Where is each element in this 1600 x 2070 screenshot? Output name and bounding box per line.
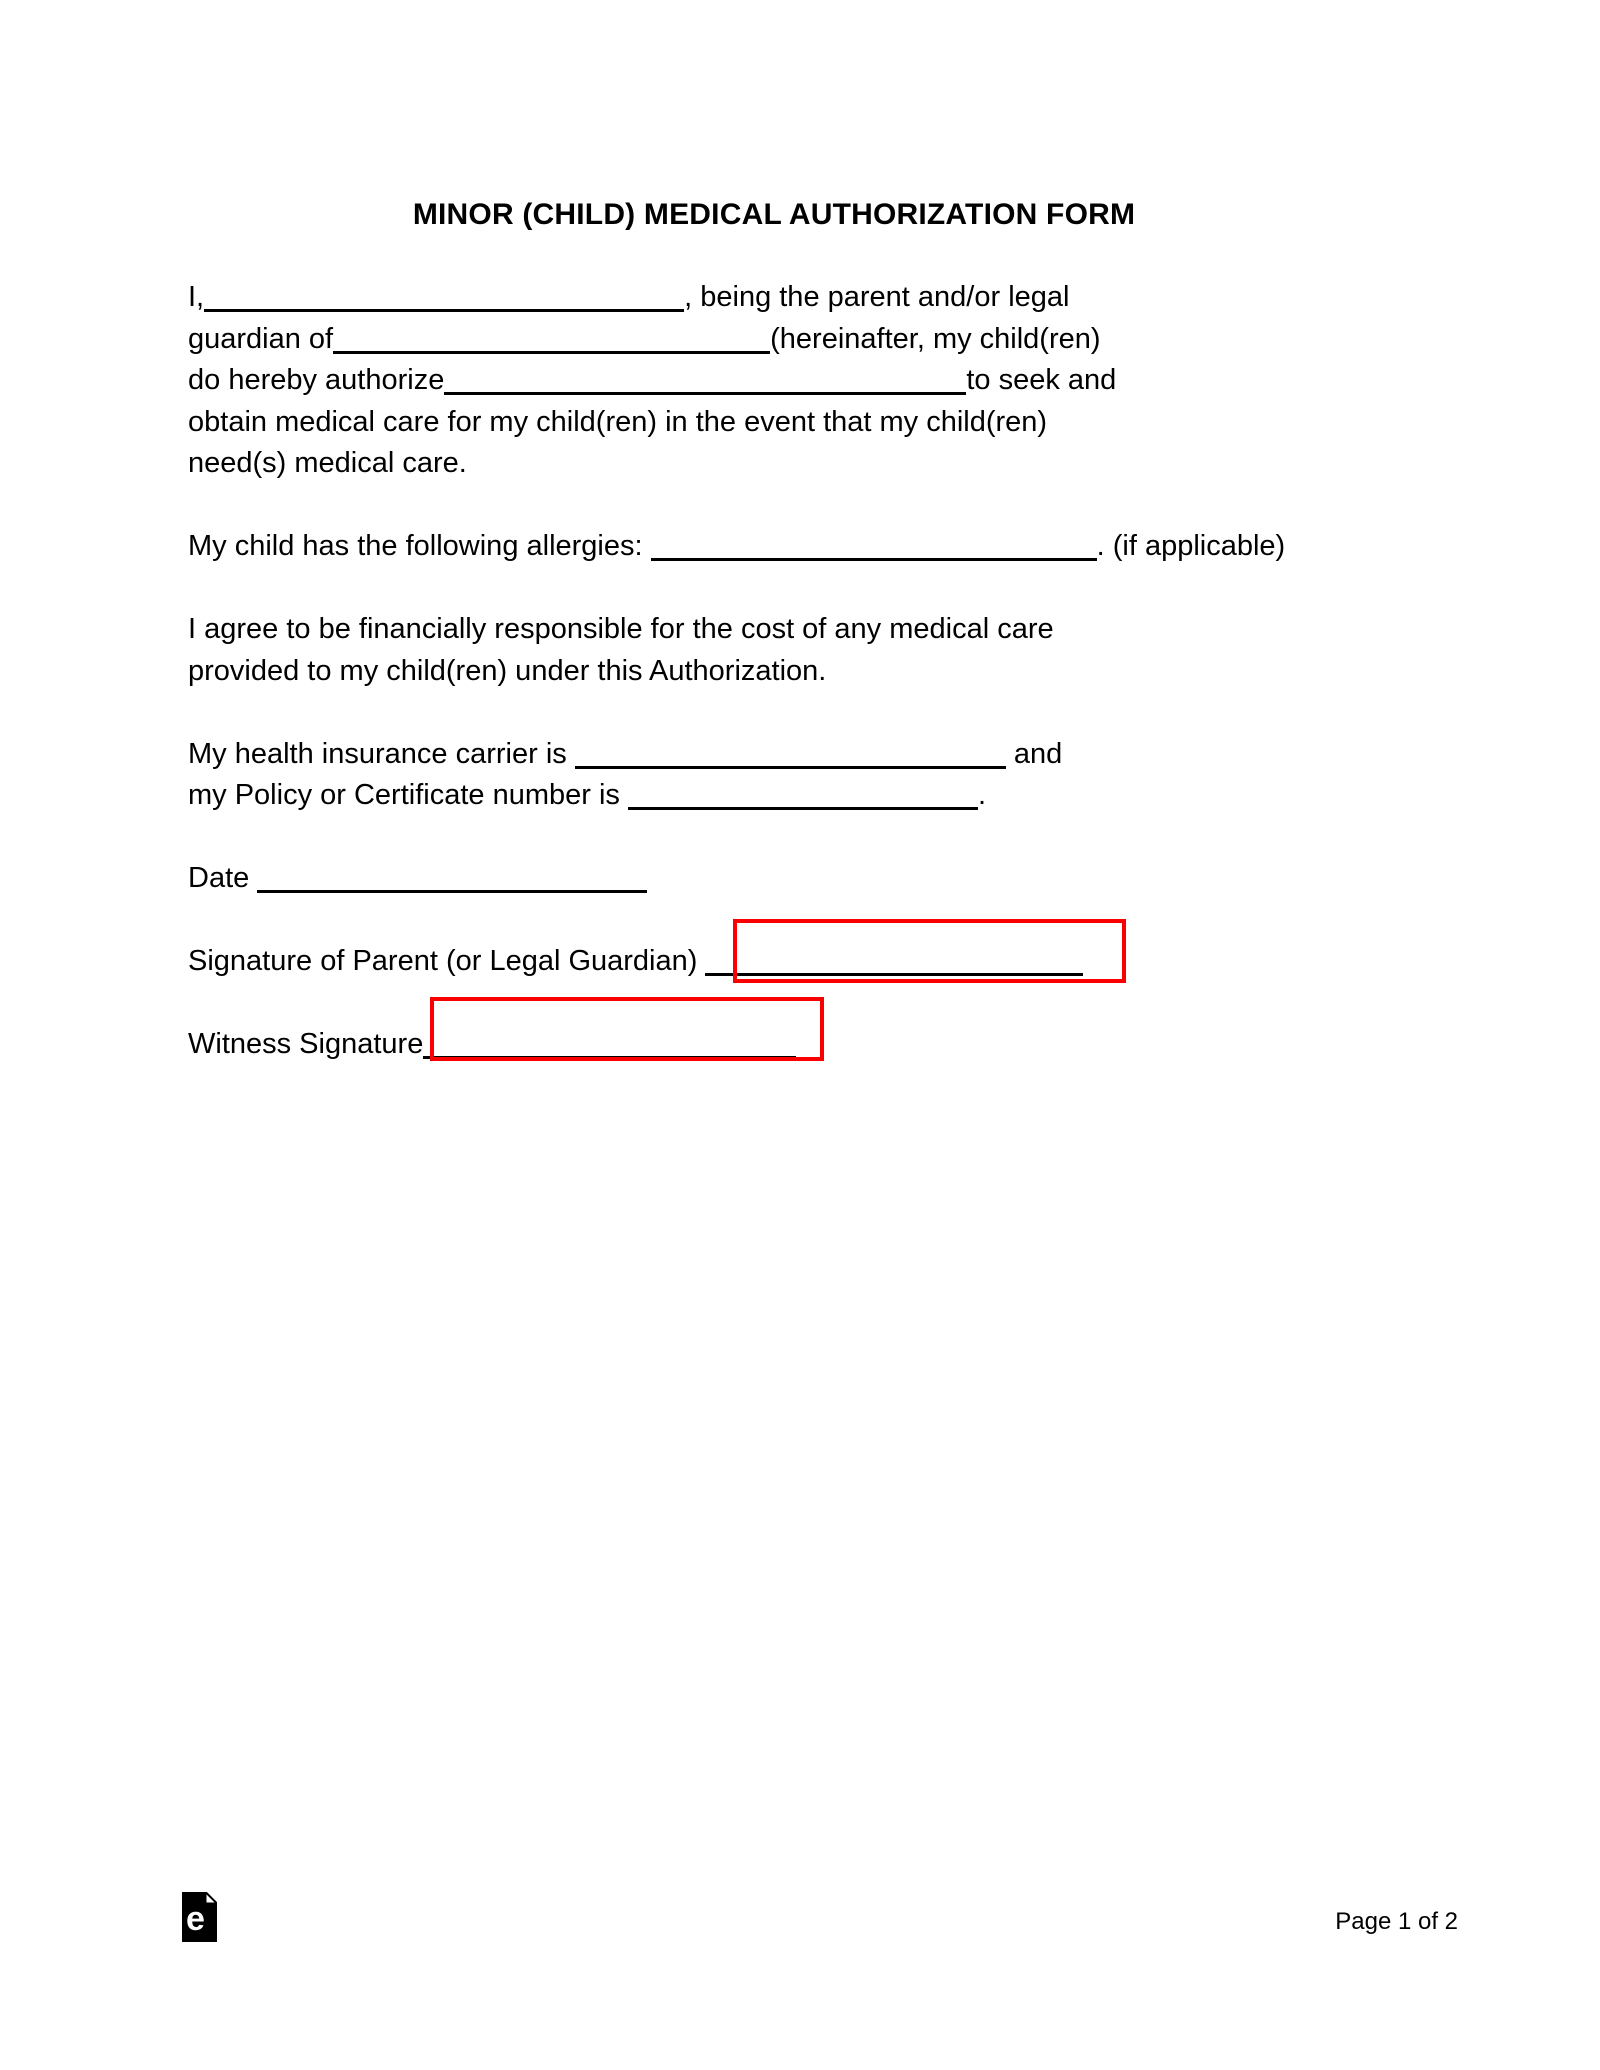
text-segment: My health insurance carrier is <box>188 737 575 770</box>
text-segment: (hereinafter, my child(ren) <box>770 322 1101 355</box>
text-segment: provided to my child(ren) under this Authorization. <box>188 654 827 687</box>
text-segment: My child has the following allergies: <box>188 530 651 562</box>
parent-name-blank <box>204 279 684 312</box>
paragraph <box>188 734 1360 817</box>
insurance-carrier-blank <box>575 736 1006 769</box>
text-segment: I agree to be financially responsible for the cost of any medical care <box>188 613 1054 645</box>
text-segment: Signature of Parent (or Legal Guardian) <box>188 945 706 977</box>
text-line <box>188 526 1360 568</box>
text-segment: . <box>977 779 987 811</box>
text-line <box>188 360 1360 402</box>
policy-number-blank <box>628 777 978 810</box>
text-segment: and <box>1005 737 1063 770</box>
text-segment: to seek and <box>966 364 1117 396</box>
text-line <box>188 775 1360 817</box>
eforms-logo <box>182 1892 217 1942</box>
authorized-party-blank <box>444 362 966 395</box>
witness-signature-field[interactable] <box>430 997 824 1061</box>
text-line <box>188 651 1360 693</box>
text-segment: my Policy or Certificate number is <box>188 779 628 811</box>
paragraph <box>188 609 1360 692</box>
text-line <box>188 734 1360 776</box>
text-segment: Witness Signature <box>188 1028 424 1060</box>
text-line <box>188 402 1360 444</box>
text-line <box>188 277 1360 319</box>
date-blank <box>257 860 647 893</box>
text-segment: . (if applicable) <box>1096 530 1286 562</box>
allergies-blank <box>651 528 1097 561</box>
parent-signature-field[interactable] <box>733 919 1126 983</box>
child-name-blank <box>333 321 770 354</box>
page-number: Page 1 of 2 <box>1335 1908 1458 1935</box>
text-segment: Date <box>188 862 258 894</box>
text-line <box>188 609 1360 651</box>
text-segment: do hereby authorize <box>188 364 445 396</box>
text-segment: I, <box>188 281 205 313</box>
text-line <box>188 319 1360 361</box>
logo-letter: e <box>186 1900 205 1938</box>
paragraph <box>188 858 1360 900</box>
paragraph <box>188 277 1360 485</box>
paragraph <box>188 526 1360 568</box>
text-segment: obtain medical care for my child(ren) in the event that my child(ren) <box>188 405 1048 438</box>
text-segment: , being the parent and/or legal <box>684 281 1070 313</box>
text-line <box>188 858 1360 900</box>
text-line <box>188 443 1360 485</box>
text-segment: need(s) medical care. <box>188 447 467 479</box>
document-title: MINOR (CHILD) MEDICAL AUTHORIZATION FORM <box>412 198 1136 231</box>
text-segment: guardian of <box>188 322 334 355</box>
